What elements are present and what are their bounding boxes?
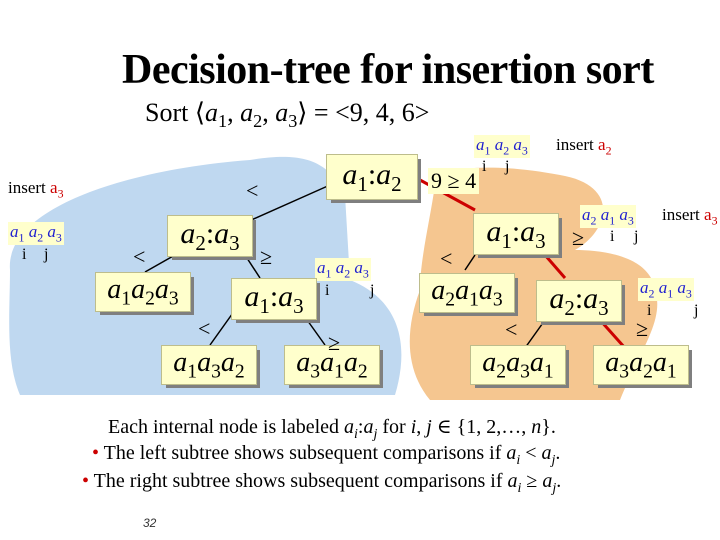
- footer-line-3: • The right subtree shows subsequent comparisons if $a_i \ge a_j$.: [82, 470, 562, 496]
- edge-label-lt: <: [246, 178, 259, 203]
- leaf-a3a2a1: $a_3a_2a_1$: [593, 345, 689, 385]
- edge-label-ge: ≥: [260, 244, 273, 269]
- footer-line-1: Each internal node is labeled $a_i:a_j$ for i, j ∈ {1, 2,…, n}.: [108, 416, 556, 442]
- edge-label-lt: <: [440, 246, 453, 271]
- array-state-right2: $a_2$ $a_1$ $a_3$: [640, 278, 692, 301]
- node-a1-a3-left: $a_1:a_3$: [231, 278, 317, 320]
- index-i-right1: i: [610, 228, 615, 245]
- index-j-mid: j: [370, 282, 375, 299]
- page-number: 32: [143, 516, 157, 530]
- leaf-a2a3a1: $a_2a_3a_1$: [470, 345, 566, 385]
- subtitle: Sort $⟨a_1$, $a_2$, $a_3⟩ = <9$, 4, 6>: [145, 98, 430, 132]
- index-j-left: j: [44, 246, 49, 263]
- footer-line-2: • The left subtree shows subsequent comparisons if $a_i < a_j$.: [92, 442, 561, 468]
- leaf-a3a1a2: $a_3a_1a_2$: [284, 345, 380, 385]
- edge-label-ge: ≥: [572, 225, 585, 250]
- edge-label-lt: <: [505, 317, 518, 342]
- leaf-a1a2a3: $a_1a_2a_3$: [95, 272, 191, 312]
- leaf-a2a1a3: $a_2a_1a_3$: [419, 273, 515, 313]
- node-a1-a3-right: $a_1:a_3$: [473, 213, 559, 255]
- insert-a3-label-left: insert $a_3$: [8, 178, 64, 201]
- index-j-right2: j: [694, 302, 699, 319]
- edge-label-lt: <: [133, 244, 146, 269]
- edge-label-lt: <: [198, 316, 211, 341]
- insert-a2-label: insert $a_2$: [556, 135, 612, 158]
- array-state-mid: $a_1$ $a_2$ $a_3$: [317, 258, 369, 281]
- index-i-right2: i: [647, 302, 652, 319]
- insert-a3-label-right: insert $a_3$: [662, 205, 718, 228]
- index-i-mid: i: [325, 282, 330, 299]
- node-a2-a3-right: $a_2:a_3$: [536, 280, 622, 322]
- index-j-top: j: [505, 158, 510, 175]
- node-a2-a3-left: $a_2:a_3$: [167, 215, 253, 257]
- comparison-annotation: 9 ≥ 4: [428, 168, 479, 194]
- slide-title: Decision-tree for insertion sort: [122, 47, 654, 93]
- index-i-top: i: [482, 158, 487, 175]
- leaf-a1a3a2: $a_1a_3a_2$: [161, 345, 257, 385]
- edge-label-ge: ≥: [636, 316, 649, 341]
- array-state-left: $a_1$ $a_2$ $a_3$: [10, 222, 62, 245]
- edge-label-ge: ≥: [328, 330, 341, 355]
- index-j-right1: j: [634, 228, 639, 245]
- array-state-top: $a_1$ $a_2$ $a_3$: [476, 135, 528, 158]
- root-node: $a_1:a_2$: [326, 154, 418, 200]
- array-state-right1: $a_2$ $a_1$ $a_3$: [582, 205, 634, 228]
- index-i-left: i: [22, 246, 27, 263]
